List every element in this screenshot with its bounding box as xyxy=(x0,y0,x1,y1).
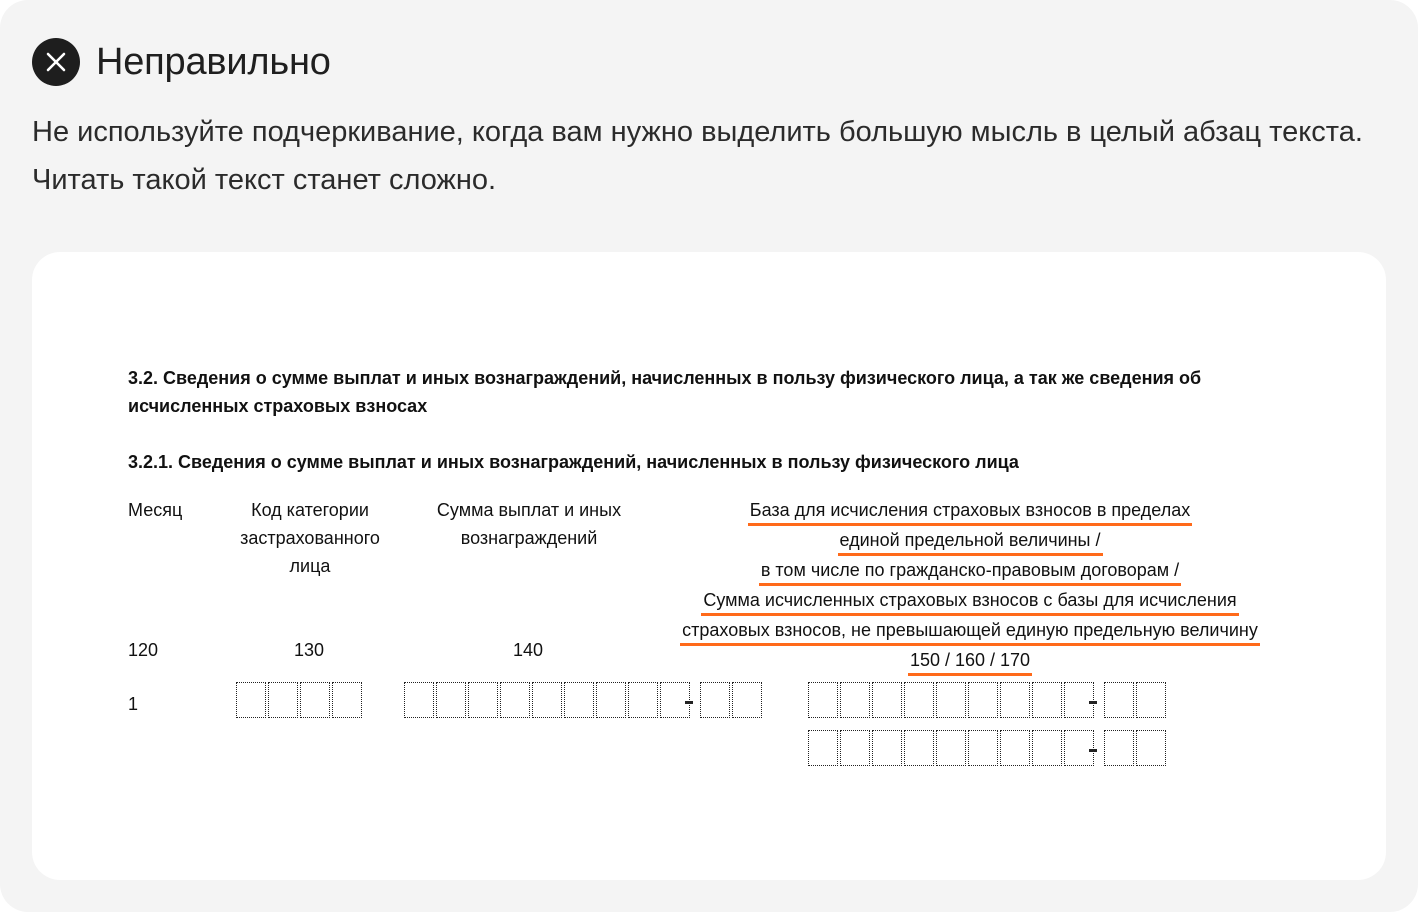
input-cell[interactable] xyxy=(468,682,498,718)
input-cell[interactable] xyxy=(332,682,362,718)
input-cell[interactable] xyxy=(732,682,762,718)
underlined-line: единой предельной величины / xyxy=(648,526,1292,556)
status-header xyxy=(32,38,331,86)
column-header-insurance-base xyxy=(648,496,1292,676)
input-cell[interactable] xyxy=(1136,730,1166,766)
input-cell[interactable] xyxy=(808,682,838,718)
input-cell[interactable] xyxy=(500,682,530,718)
input-cell[interactable] xyxy=(436,682,466,718)
input-cell[interactable] xyxy=(660,682,690,718)
input-cell[interactable] xyxy=(1064,682,1094,718)
payments-sum-kopeck-boxes[interactable] xyxy=(700,682,764,718)
input-cell[interactable] xyxy=(628,682,658,718)
decimal-separator xyxy=(1089,749,1097,752)
input-cell[interactable] xyxy=(936,682,966,718)
input-cell[interactable] xyxy=(236,682,266,718)
category-code-boxes[interactable] xyxy=(236,682,364,718)
input-cell[interactable] xyxy=(936,730,966,766)
input-cell[interactable] xyxy=(1000,682,1030,718)
input-cell[interactable] xyxy=(840,682,870,718)
code-category: 130 xyxy=(294,640,325,660)
input-cell[interactable] xyxy=(532,682,562,718)
input-cell[interactable] xyxy=(872,730,902,766)
input-cell[interactable] xyxy=(968,682,998,718)
code-month: 120 xyxy=(128,640,159,660)
status-title: Неправильно xyxy=(96,40,331,83)
input-cell[interactable] xyxy=(564,682,594,718)
input-cell[interactable] xyxy=(968,730,998,766)
underlined-line: База для исчисления страховых взносов в пределах xyxy=(648,496,1292,526)
input-cell[interactable] xyxy=(904,682,934,718)
input-cell[interactable] xyxy=(1136,682,1166,718)
input-cell[interactable] xyxy=(300,682,330,718)
example-document-card xyxy=(32,252,1386,880)
guideline-description: Не используйте подчеркивание, когда вам нужно выделить большую мысль в целый абзац текста. Читать такой текст станет сложно. xyxy=(32,116,1363,196)
input-cell[interactable] xyxy=(268,682,298,718)
input-cell[interactable] xyxy=(1064,730,1094,766)
subsection-title: 3.2.1. Сведения о сумме выплат и иных вознаграждений, начисленных в пользу физического лица xyxy=(128,452,1019,472)
input-cell[interactable] xyxy=(1032,730,1062,766)
underlined-line: страховых взносов, не превышающей единую предельную величину xyxy=(648,616,1292,646)
input-cell[interactable] xyxy=(1104,730,1134,766)
close-x-icon xyxy=(32,38,80,86)
input-cell[interactable] xyxy=(808,730,838,766)
input-cell[interactable] xyxy=(700,682,730,718)
input-cell[interactable] xyxy=(904,730,934,766)
decimal-separator xyxy=(685,701,693,704)
input-cell[interactable] xyxy=(1000,730,1030,766)
input-cell[interactable] xyxy=(596,682,626,718)
column-header-category-code: Код категории застрахованного лица xyxy=(240,500,380,576)
contract-sum-boxes[interactable] xyxy=(808,730,1096,766)
underlined-code-line: 150 / 160 / 170 xyxy=(648,646,1292,676)
input-cell[interactable] xyxy=(1032,682,1062,718)
section-title: 3.2. Сведения о сумме выплат и иных вознаграждений, начисленных в пользу физического лица, а так же сведения об исчисленных страховых взносах xyxy=(128,368,1202,416)
contract-sum-kopeck-boxes[interactable] xyxy=(1104,730,1168,766)
code-payments-sum: 140 xyxy=(513,640,544,660)
input-cell[interactable] xyxy=(404,682,434,718)
input-cell[interactable] xyxy=(840,730,870,766)
payments-sum-boxes[interactable] xyxy=(404,682,692,718)
column-header-month: Месяц xyxy=(128,500,183,520)
column-header-payments-sum: Сумма выплат и иных вознаграждений xyxy=(436,500,622,548)
row-number: 1 xyxy=(128,694,139,714)
input-cell[interactable] xyxy=(872,682,902,718)
input-cell[interactable] xyxy=(1104,682,1134,718)
underlined-line: в том числе по гражданско-правовым договорам / xyxy=(648,556,1292,586)
decimal-separator xyxy=(1089,701,1097,704)
underlined-line: Сумма исчисленных страховых взносов с базы для исчисления xyxy=(648,586,1292,616)
base-sum-kopeck-boxes[interactable] xyxy=(1104,682,1168,718)
base-sum-boxes[interactable] xyxy=(808,682,1096,718)
